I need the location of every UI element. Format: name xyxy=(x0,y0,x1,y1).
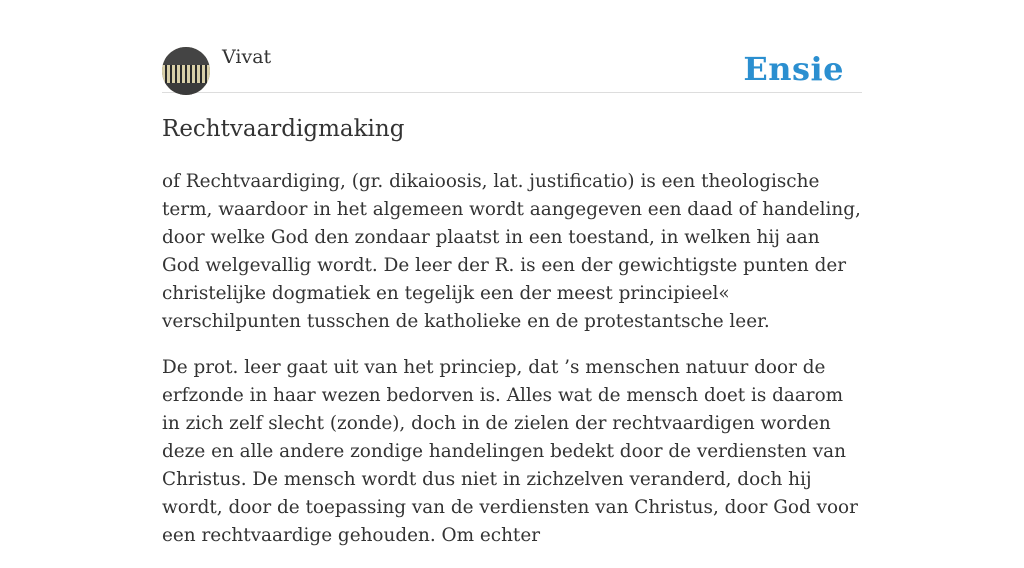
article-paragraph: of Rechtvaardiging, (gr. dikaioosis, lat. justificatio) is een theologische term, waardoor in het algemeen wordt aangegeven een daad of handeling, door welke God den zondaar plaatst in een toestand, in welken hij aan God welgevallig wordt. De leer der R. is een der gewichtigste punten der christelijke dogmatiek en tegelijk een der meest principieel« verschilpunten tusschen de katholieke en de protestantsche leer. xyxy=(162,171,861,332)
avatar[interactable] xyxy=(162,47,210,95)
brand-logo[interactable]: Ensie xyxy=(743,50,844,88)
avatar-image-bottom xyxy=(162,83,210,95)
author-name[interactable]: Vivat xyxy=(222,46,272,68)
avatar-image-top xyxy=(162,47,210,65)
article-body xyxy=(162,168,862,568)
article-paragraph: De prot. leer gaat uit van het princiep, dat ’s menschen natuur door de erfzonde in haar wezen bedorven is. Alles wat de mensch doet is daarom in zich zelf slecht (zonde), doch in de zielen der rechtvaardigen worden deze en alle andere zondige handelingen bedekt door de verdiensten van Christus. De mensch wordt dus niet in zichzelven veranderd, doch hij wordt, door de toepassing van de verdiensten van Christus, door God voor een rechtvaardige gehouden. Om echter xyxy=(162,357,858,546)
page xyxy=(162,0,862,546)
header xyxy=(162,0,862,93)
page-title: Rechtvaardigmaking xyxy=(162,116,405,142)
